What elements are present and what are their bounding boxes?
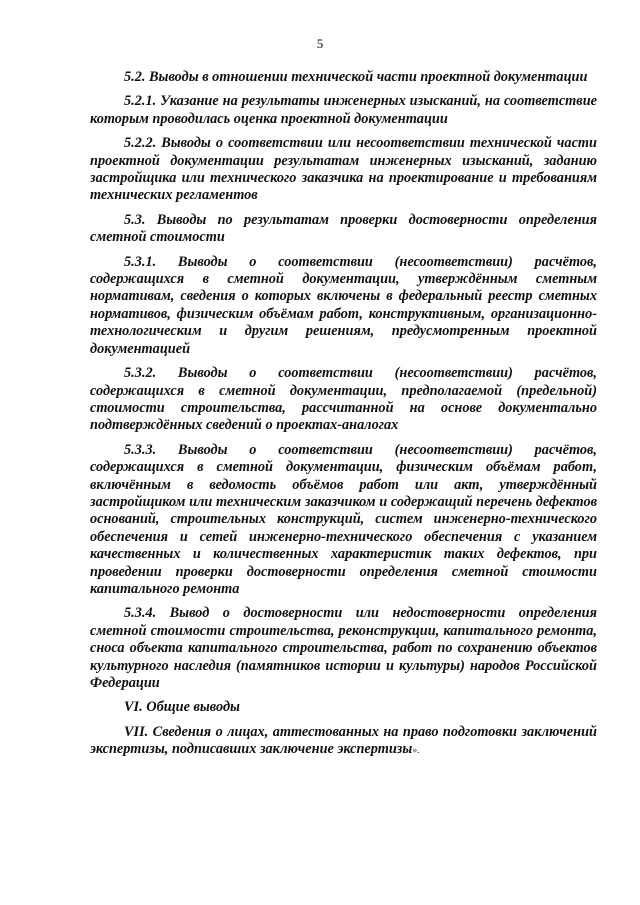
paragraph-5-2-1: 5.2.1. Указание на результаты инженерных изысканий, на соответствие которым проводилась оценка проектной документации [90, 93, 597, 127]
page-number: 5 [316, 36, 324, 51]
paragraph-5-3-3: 5.3.3. Выводы о соответствии (несоответствии) расчётов, содержащихся в сметной документации, физическим объёмам работ, включённым в ведомость объёмов работ или акт, утверждённый застройщиком или техническим заказчиком и содержащий перечень дефектов оснований, строительных конструкций, систем инженерно-технического обеспечения и сетей инженерно-технического обеспечения с указанием качественных и количественных характеристик таких дефектов, при проведении проверки достоверности определения сметной стоимости капитального ремонта [90, 441, 597, 597]
paragraph-vi: VI. Общие выводы [124, 699, 240, 716]
closing-quote: ». [412, 745, 420, 757]
document-body [90, 69, 597, 767]
paragraph-5-3-1: 5.3.1. Выводы о соответствии (несоответствии) расчётов, содержащихся в сметной документации, утверждённым сметным нормативам, сведения о которых включены в федеральный реестр сметных нормативов, физическим объёмам работ, конструктивным, организационно-технологическим и другим решениям, предусмотренным проектной документацией [90, 253, 597, 357]
paragraph-5-3-4: 5.3.4. Вывод о достоверности или недостоверности определения сметной стоимости строительства, реконструкции, капитального ремонта, сноса объекта капитального строительства, работ по сохранению объектов культурного наследия (памятников истории и культуры) народов Российской Федерации [90, 605, 597, 691]
paragraph-5-3-2: 5.3.2. Выводы о соответствии (несоответствии) расчётов, содержащихся в сметной документации, предполагаемой (предельной) стоимости строительства, рассчитанной на основе документально подтверждённых сведений о проектах-аналогах [90, 365, 597, 434]
paragraph-5-2: 5.2. Выводы в отношении технической части проектной документации [124, 69, 588, 85]
paragraph-vii-text: VII. Сведения о лицах, аттестованных на право подготовки заключений экспертизы, подписавших заключение экспертизы [90, 723, 597, 758]
paragraph-5-2-2: 5.2.2. Выводы о соответствии или несоответствии технической части проектной документации результатам инженерных изысканий, заданию застройщика или технического заказчика на проектирование и требованиям технических регламентов [90, 135, 597, 204]
paragraph-vii [90, 724, 597, 760]
paragraph-5-3: 5.3. Выводы по результатам проверки достоверности определения сметной стоимости [90, 211, 597, 246]
